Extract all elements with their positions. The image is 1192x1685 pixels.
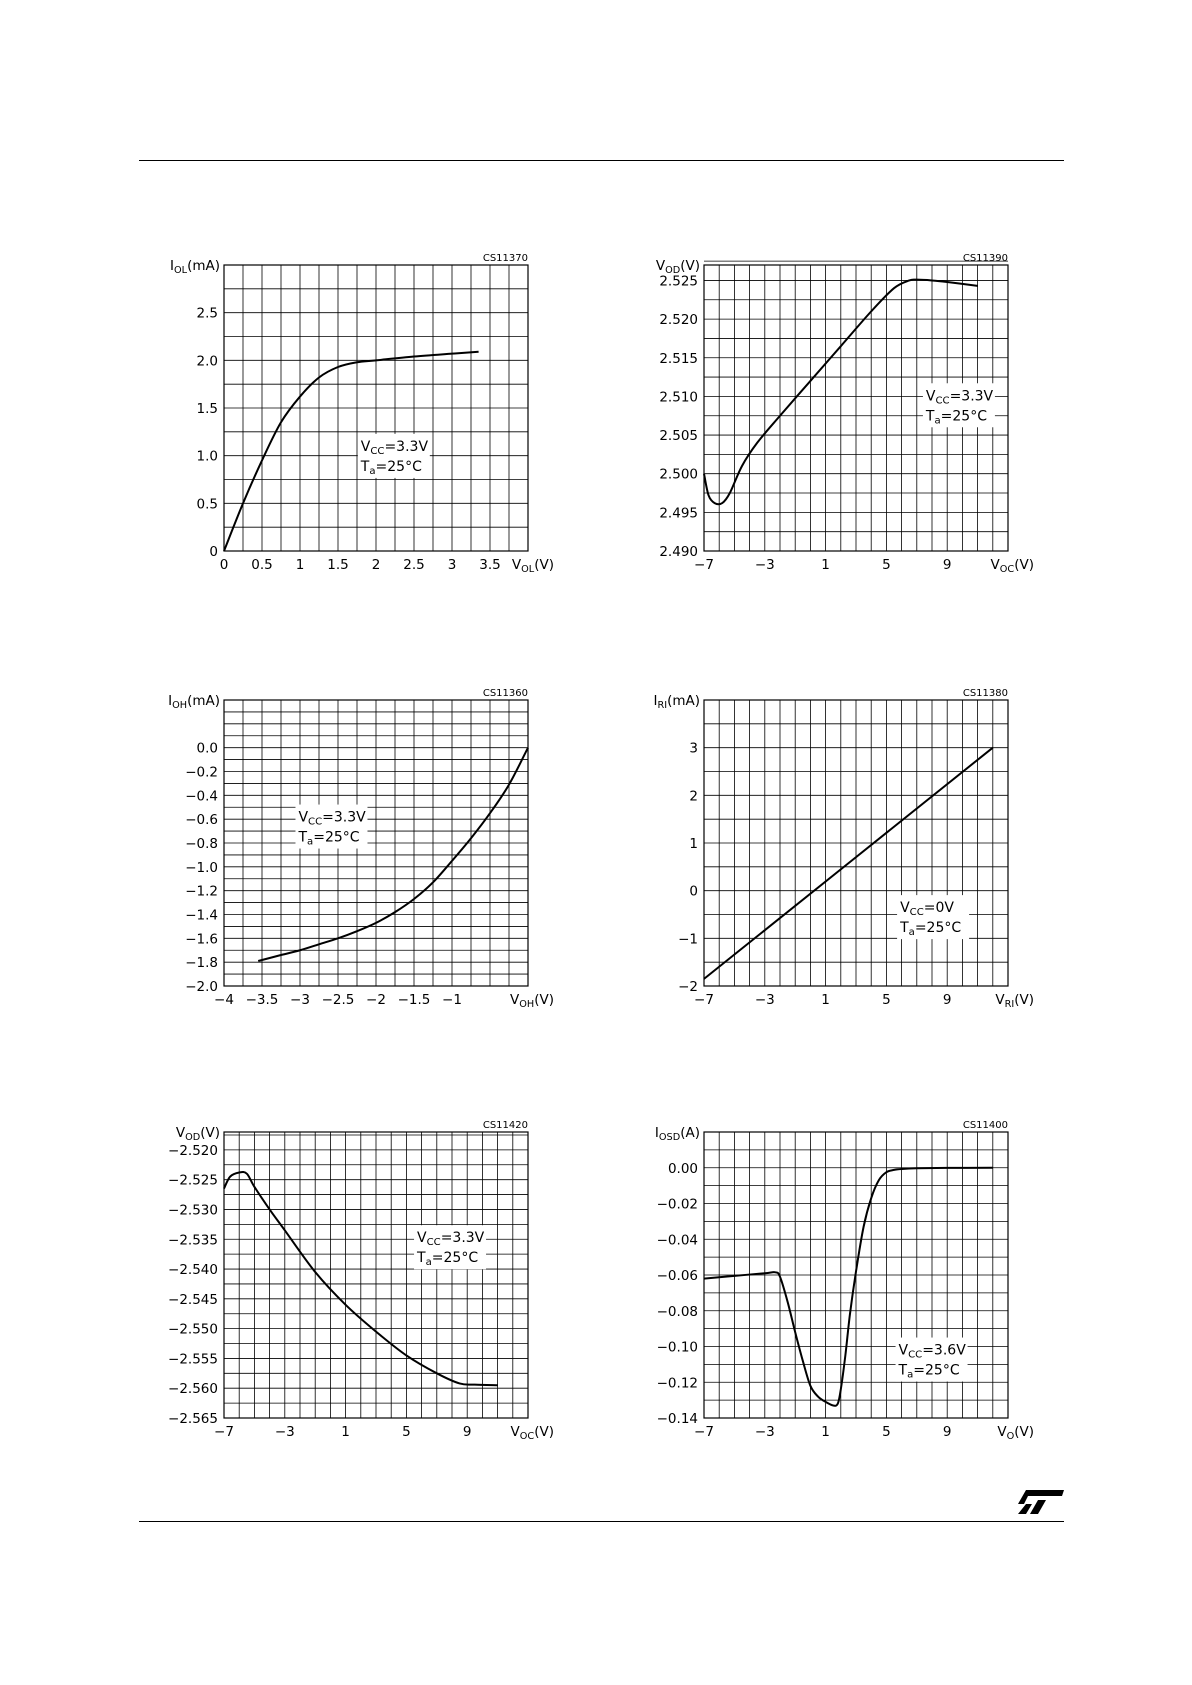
chart-svg [640, 1112, 1080, 1452]
y-axis-label: $I_{OH}(mA)$ [168, 693, 220, 711]
y-axis-label: $I_{OL}(mA)$ [170, 258, 220, 276]
x-tick-label: −3 [754, 992, 775, 1008]
y-tick-label: −2.555 [168, 1351, 218, 1368]
x-tick-label: 9 [942, 992, 952, 1008]
y-tick-label: 1 [689, 836, 698, 852]
x-tick-label: −3 [754, 557, 775, 573]
annotation-line: $V_{CC}=3.3V$ [417, 1230, 485, 1249]
y-tick-label: −2.545 [168, 1291, 218, 1308]
annotation-line: $V_{CC}=3.3V$ [925, 388, 994, 407]
y-tick-label: 2.510 [659, 389, 698, 406]
chart-iri-vs-vri [640, 680, 1080, 1020]
y-tick-label: −0.4 [185, 788, 218, 805]
annotation-line: $V_{CC}=3.3V$ [360, 438, 429, 457]
chart-iol-vs-vol [160, 245, 600, 585]
y-tick-label: −0.10 [656, 1339, 698, 1356]
x-tick-label: 0.5 [251, 557, 273, 573]
x-tick-label: −2.5 [321, 992, 355, 1008]
x-tick-label: 1 [821, 1424, 830, 1440]
y-tick-label: −1.6 [185, 931, 218, 948]
y-tick-label: −0.02 [656, 1196, 698, 1213]
x-tick-label: −3 [754, 1424, 775, 1440]
x-tick-label: −7 [694, 557, 714, 573]
y-tick-label: 1.5 [196, 401, 218, 417]
y-axis-label: $V_{OD}(V)$ [655, 258, 700, 276]
y-tick-label: 2.0 [196, 353, 218, 370]
annotation-line: $V_{CC}=3.3V$ [298, 809, 366, 828]
y-tick-label: −2.520 [168, 1142, 218, 1159]
series-line [258, 748, 528, 961]
y-tick-label: −2.0 [185, 979, 218, 995]
x-tick-label: −2 [366, 992, 386, 1008]
y-tick-label: −0.14 [656, 1411, 698, 1427]
x-axis-label: $V_{OH}(V)$ [510, 992, 554, 1010]
y-tick-label: −2.550 [168, 1321, 218, 1338]
x-tick-label: −7 [214, 1424, 234, 1440]
y-tick-label: 2.505 [659, 428, 698, 445]
x-tick-label: 9 [942, 557, 952, 573]
x-tick-label: 5 [402, 1424, 411, 1440]
x-tick-label: 1 [821, 992, 830, 1008]
y-tick-label: −0.06 [656, 1268, 698, 1284]
grid [224, 265, 528, 551]
annotation-line: $T_a=25^\circ C$ [360, 458, 422, 477]
x-tick-label: 5 [882, 557, 891, 573]
y-tick-label: −0.12 [656, 1375, 698, 1392]
x-tick-label: 3.5 [479, 557, 501, 573]
x-axis-label: $V_{RI}(V)$ [995, 992, 1034, 1010]
y-axis-label: $I_{RI}(mA)$ [653, 693, 700, 711]
y-tick-label: −0.2 [185, 764, 218, 781]
x-tick-label: 5 [882, 992, 891, 1008]
y-tick-label: 2.5 [196, 305, 218, 322]
chart-vod-vs-voc-negative [160, 1112, 600, 1452]
chart-code: CS11370 [482, 253, 528, 264]
y-tick-label: 0.0 [196, 740, 218, 757]
y-tick-label: −1.2 [185, 883, 218, 900]
y-tick-label: −0.6 [185, 812, 218, 829]
chart-ioh-vs-voh [160, 680, 600, 1020]
y-tick-label: 2.495 [659, 505, 698, 522]
y-axis-label: $I_{OSD}(A)$ [654, 1125, 700, 1143]
y-axis-label: $V_{OD}(V)$ [175, 1125, 220, 1143]
grid [224, 700, 528, 986]
chart-svg [160, 1112, 600, 1452]
y-tick-label: 2 [689, 788, 698, 805]
x-axis-label: $V_{OL}(V)$ [511, 557, 554, 575]
y-tick-label: 2.490 [659, 544, 698, 560]
y-tick-label: −1.4 [185, 907, 218, 924]
y-tick-label: −2.535 [168, 1232, 218, 1249]
y-tick-label: 2.525 [659, 273, 698, 290]
bottom-rule [139, 1521, 1064, 1522]
chart-code: CS11400 [962, 1120, 1008, 1131]
y-tick-label: 2.515 [659, 350, 698, 367]
y-tick-label: −1.8 [185, 955, 218, 972]
x-tick-label: 3 [447, 557, 457, 573]
y-tick-label: 0.00 [667, 1160, 698, 1177]
x-tick-label: −3 [274, 1424, 295, 1440]
chart-svg [640, 680, 1080, 1020]
x-tick-label: 1 [821, 557, 830, 573]
x-tick-label: 5 [882, 1424, 891, 1440]
x-tick-label: −1 [442, 992, 462, 1008]
y-tick-label: 0.5 [196, 496, 218, 513]
x-tick-label: −3.5 [245, 992, 279, 1008]
chart-svg [640, 245, 1080, 585]
annotation-line: $V_{CC}=3.6V$ [898, 1342, 966, 1361]
y-tick-label: −0.08 [656, 1303, 698, 1320]
chart-iosd-vs-vo [640, 1112, 1080, 1452]
y-tick-label: −2.525 [168, 1172, 218, 1189]
x-tick-label: 9 [942, 1424, 952, 1440]
x-tick-label: 1 [295, 557, 305, 573]
x-tick-label: 2 [371, 557, 381, 573]
annotation-line: $T_a=25^\circ C$ [298, 829, 360, 848]
x-tick-label: 1.5 [327, 557, 349, 573]
x-tick-label: 0 [219, 557, 229, 573]
y-tick-label: 3 [689, 740, 698, 757]
y-tick-label: −2.530 [168, 1202, 218, 1219]
y-tick-label: −1.0 [185, 859, 218, 876]
annotation-line: $T_a=25^\circ C$ [417, 1250, 479, 1269]
chart-code: CS11390 [962, 253, 1008, 264]
y-tick-label: −2.540 [168, 1262, 218, 1279]
x-axis-label: $V_{OC}(V)$ [510, 1424, 554, 1442]
chart-code: CS11380 [962, 688, 1008, 699]
x-tick-label: −3 [290, 992, 310, 1008]
series-line [704, 748, 993, 979]
y-tick-label: −2.565 [168, 1411, 218, 1427]
y-tick-label: −0.8 [185, 836, 218, 852]
chart-vod-vs-voc-positive [640, 245, 1080, 585]
y-tick-label: −2.560 [168, 1381, 218, 1398]
chart-code: CS11360 [482, 688, 528, 699]
x-tick-label: 9 [462, 1424, 472, 1440]
chart-svg [160, 245, 600, 585]
y-tick-label: −0.04 [656, 1232, 698, 1249]
top-rule [139, 160, 1064, 161]
chart-code: CS11420 [482, 1120, 528, 1131]
y-tick-label: 1.0 [196, 448, 218, 465]
st-logo [1016, 1488, 1064, 1516]
x-axis-label: $V_{OC}(V)$ [990, 557, 1034, 575]
annotation-line: $T_a=25^\circ C$ [900, 920, 962, 939]
x-tick-label: 2.5 [403, 557, 425, 573]
y-tick-label: 2.500 [659, 466, 698, 483]
x-tick-label: −7 [694, 1424, 714, 1440]
y-tick-label: 2.520 [659, 312, 698, 329]
annotation-line: $T_a=25^\circ C$ [898, 1362, 960, 1381]
x-tick-label: 1 [341, 1424, 350, 1440]
x-tick-label: −4 [214, 992, 234, 1008]
grid [224, 1132, 528, 1418]
y-tick-label: 0 [689, 883, 698, 900]
x-axis-label: $V_O(V)$ [997, 1424, 1034, 1442]
annotation-line: $T_a=25^\circ C$ [925, 408, 987, 427]
y-tick-label: −2 [678, 979, 698, 995]
chart-svg [160, 680, 600, 1020]
y-tick-label: 0 [209, 544, 218, 560]
annotation-line: $V_{CC}=0V$ [900, 900, 954, 919]
y-tick-label: −1 [678, 931, 698, 948]
x-tick-label: −7 [694, 992, 714, 1008]
x-tick-label: −1.5 [397, 992, 431, 1008]
